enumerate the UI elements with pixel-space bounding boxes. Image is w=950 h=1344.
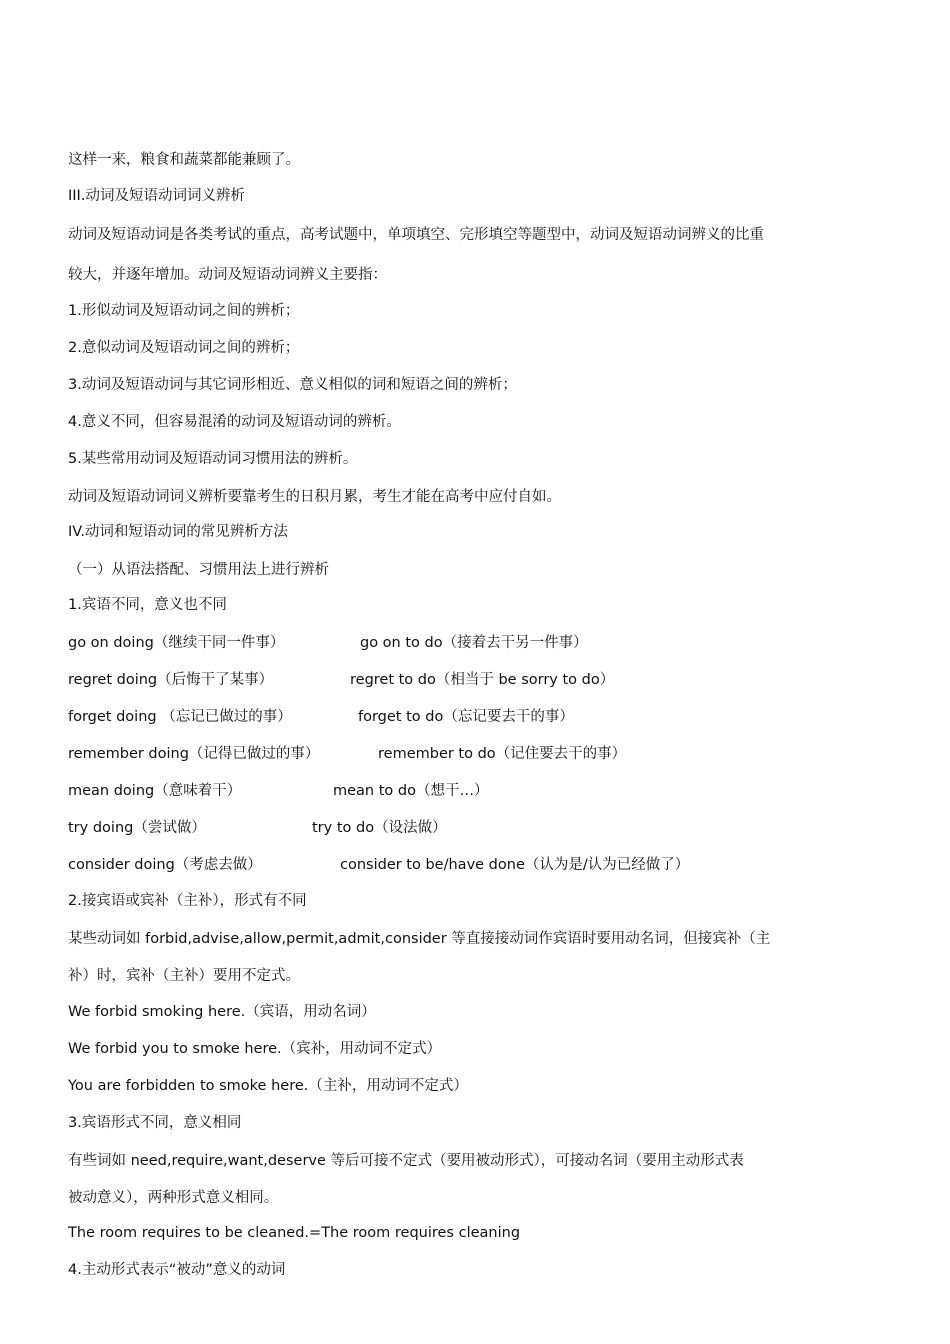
subsection-heading: 1.宾语不同，意义也不同 bbox=[68, 597, 227, 613]
pair-right: consider to be/have done（认为是/认为已经做了） bbox=[340, 857, 690, 873]
paragraph-line: 较大，并逐年增加。动词及短语动词辨义主要指： bbox=[68, 267, 387, 283]
pair-right: try to do（设法做） bbox=[312, 820, 447, 836]
pair-right: mean to do（想干…） bbox=[333, 783, 489, 799]
list-item: 3.动词及短语动词与其它词形相近、意义相似的词和短语之间的辨析； bbox=[68, 377, 517, 393]
subsection-heading: 2.接宾语或宾补（主补），形式有不同 bbox=[68, 893, 307, 909]
pair-left: mean doing（意味着干） bbox=[68, 783, 242, 799]
pair-right: remember to do（记住要去干的事） bbox=[378, 746, 627, 762]
example-sentence: We forbid you to smoke here.（宾补，用动词不定式） bbox=[68, 1041, 442, 1057]
pair-right: regret to do（相当于 be sorry to do） bbox=[350, 672, 615, 688]
paragraph-line: 补）时，宾补（主补）要用不定式。 bbox=[68, 968, 300, 984]
pair-left: regret doing（后悔干了某事） bbox=[68, 672, 274, 688]
pair-left: consider doing（考虑去做） bbox=[68, 857, 262, 873]
section-heading: IV.动词和短语动词的常见辨析方法 bbox=[68, 524, 288, 540]
paragraph-line: 动词及短语动词词义辨析要靠考生的日积月累，考生才能在高考中应付自如。 bbox=[68, 489, 561, 505]
section-heading: III.动词及短语动词词义辨析 bbox=[68, 188, 245, 204]
pair-right: go on to do（接着去干另一件事） bbox=[360, 635, 588, 651]
subsection-heading: （一）从语法搭配、习惯用法上进行辨析 bbox=[68, 562, 329, 578]
paragraph-line: 这样一来，粮食和蔬菜都能兼顾了。 bbox=[68, 152, 300, 168]
subsection-heading: 4.主动形式表示“被动”意义的动词 bbox=[68, 1262, 286, 1278]
paragraph-line: 有些词如 need,require,want,deserve 等后可接不定式（要用被动形式），可接动名词（要用主动形式表 bbox=[68, 1153, 744, 1169]
list-item: 2.意似动词及短语动词之间的辨析； bbox=[68, 340, 300, 356]
paragraph-line: 动词及短语动词是各类考试的重点，高考试题中，单项填空、完形填空等题型中，动词及短语动词辨义的比重 bbox=[68, 227, 764, 243]
paragraph-line: 被动意义），两种形式意义相同。 bbox=[68, 1190, 279, 1206]
pair-left: forget doing （忘记已做过的事） bbox=[68, 709, 292, 725]
list-item: 4.意义不同，但容易混淆的动词及短语动词的辨析。 bbox=[68, 414, 401, 430]
list-item: 1.形似动词及短语动词之间的辨析； bbox=[68, 303, 300, 319]
paragraph-line: 某些动词如 forbid,advise,allow,permit,admit,consider 等直接接动词作宾语时要用动名词，但接宾补（主 bbox=[68, 931, 771, 947]
example-sentence: We forbid smoking here.（宾语，用动名词） bbox=[68, 1004, 376, 1020]
subsection-heading: 3.宾语形式不同，意义相同 bbox=[68, 1115, 242, 1131]
pair-left: go on doing（继续干同一件事） bbox=[68, 635, 285, 651]
example-sentence: You are forbidden to smoke here.（主补，用动词不定式） bbox=[68, 1078, 468, 1094]
pair-right: forget to do（忘记要去干的事） bbox=[358, 709, 574, 725]
pair-left: remember doing（记得已做过的事） bbox=[68, 746, 320, 762]
example-sentence: The room requires to be cleaned.=The room requires cleaning bbox=[68, 1225, 521, 1241]
pair-left: try doing（尝试做） bbox=[68, 820, 206, 836]
list-item: 5.某些常用动词及短语动词习惯用法的辨析。 bbox=[68, 451, 358, 467]
